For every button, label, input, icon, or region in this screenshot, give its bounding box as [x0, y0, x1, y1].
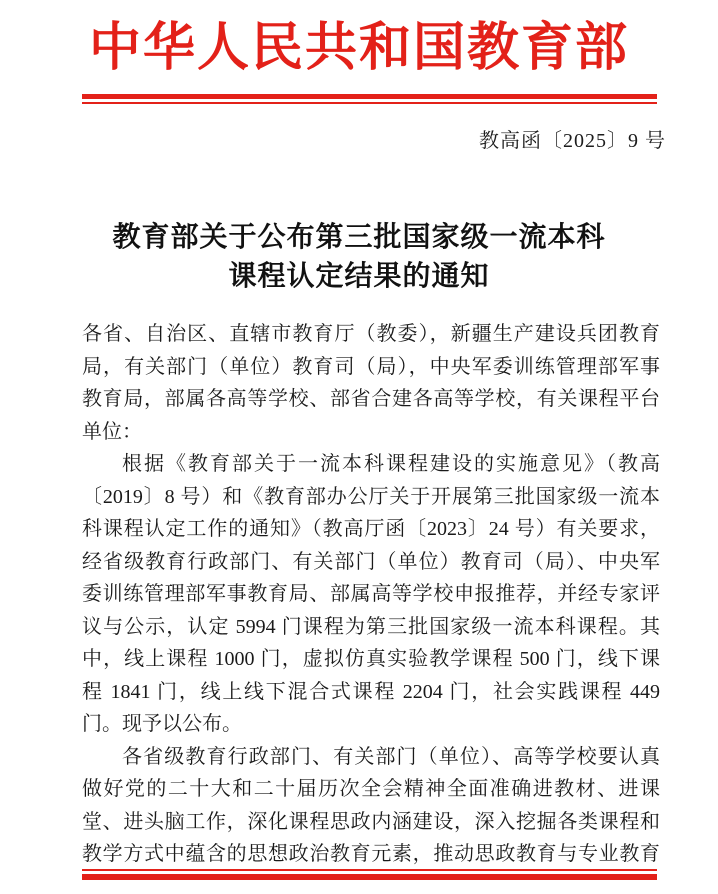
body-line: 教学方式中蕴含的思想政治教育元素，推动思政教育与专业教育: [82, 843, 660, 865]
body-line: 单位：: [82, 420, 142, 443]
notice-title-line2: 课程认定结果的通知: [228, 261, 490, 292]
doc-number: 教高函〔2025〕9 号: [479, 130, 666, 152]
body-line: 议与公示，认定 5994 门课程为第三批国家级一流本科课程。其: [82, 615, 660, 638]
body-line: 教育局，部属各高等学校、部省合建各高等学校，有关课程平台: [82, 388, 660, 410]
body-line: 经省级教育行政部门、有关部门（单位）教育司（局）、中央军: [82, 550, 660, 573]
masthead-title: 中华人民共和国教育部: [88, 20, 629, 77]
body-line: 程 1841 门，线上线下混合式课程 2204 门，社会实践课程 449: [82, 680, 660, 703]
body-line: 中，线上课程 1000 门，虚拟仿真实验教学课程 500 门，线下课: [82, 648, 660, 670]
header-rule-thin: [82, 102, 657, 104]
body-line: 局，有关部门（单位）教育司（局），中央军委训练管理部军事: [82, 355, 660, 378]
footer-rule-thin: [82, 869, 657, 871]
body-line: 科课程认定工作的通知》（教高厅函〔2023〕24 号）有关要求，: [82, 518, 660, 540]
footer-rule-thick: [82, 874, 657, 880]
notice-title-line1: 教育部关于公布第三批国家级一流本科: [112, 222, 606, 253]
body-line: 门。现予以公布。: [82, 713, 242, 735]
body-line: 根据《教育部关于一流本科课程建设的实施意见》（教高: [122, 453, 660, 475]
document-body: [82, 318, 660, 871]
body-line: 〔2019〕8 号）和《教育部办公厅关于开展第三批国家级一流本: [82, 485, 660, 508]
body-line: 各省级教育行政部门、有关部门（单位）、高等学校要认真: [122, 745, 660, 768]
header-rule-thick: [82, 94, 657, 99]
body-line: 各省、自治区、直辖市教育厅（教委），新疆生产建设兵团教育: [82, 323, 660, 345]
body-line: 委训练管理部军事教育局、部属高等学校申报推荐，并经专家评: [82, 583, 660, 605]
notice-title: [0, 218, 718, 296]
body-line: 堂、进头脑工作，深化课程思政内涵建设，深入挖掘各类课程和: [82, 810, 660, 833]
body-line: 做好党的二十大和二十届历次全会精神全面准确进教材、进课: [82, 778, 660, 800]
